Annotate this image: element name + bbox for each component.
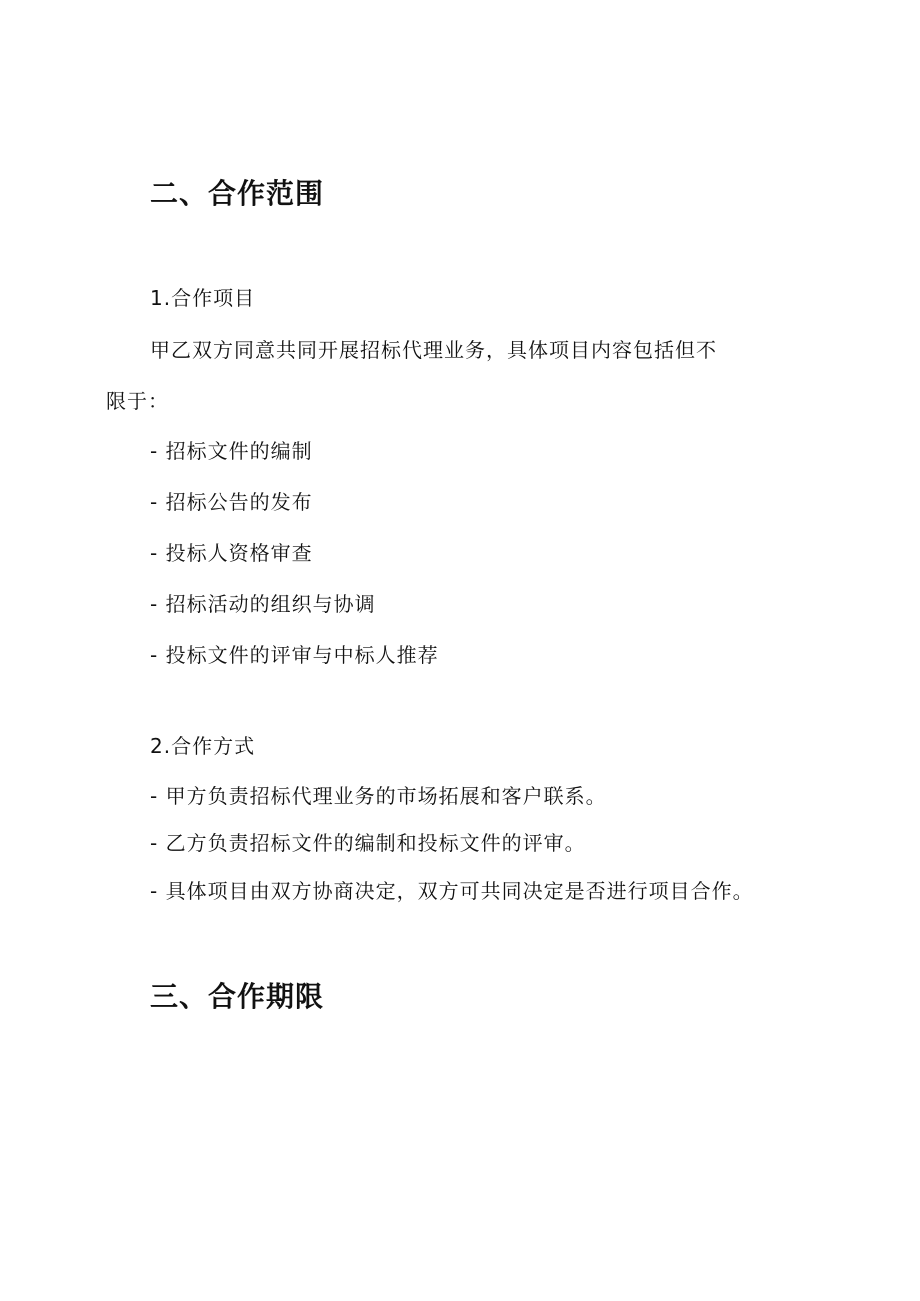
list-item: - 具体项目由双方协商决定，双方可共同决定是否进行项目合作。 bbox=[150, 879, 754, 903]
section-heading-term: 三、合作期限 bbox=[150, 980, 325, 1013]
subsection-title-method: 2.合作方式 bbox=[150, 734, 256, 758]
list-item: - 投标人资格审查 bbox=[150, 541, 313, 565]
paragraph-line: 限于： bbox=[106, 389, 169, 413]
list-item: - 甲方负责招标代理业务的市场拓展和客户联系。 bbox=[150, 784, 607, 808]
list-item: - 招标公告的发布 bbox=[150, 490, 313, 514]
list-item: - 招标文件的编制 bbox=[150, 439, 313, 463]
list-item: - 投标文件的评审与中标人推荐 bbox=[150, 643, 439, 667]
list-item: - 乙方负责招标文件的编制和投标文件的评审。 bbox=[150, 831, 586, 855]
section-heading-scope: 二、合作范围 bbox=[150, 177, 325, 210]
paragraph-line: 甲乙双方同意共同开展招标代理业务，具体项目内容包括但不 bbox=[150, 338, 717, 362]
list-item: - 招标活动的组织与协调 bbox=[150, 592, 376, 616]
subsection-title-projects: 1.合作项目 bbox=[150, 286, 256, 310]
